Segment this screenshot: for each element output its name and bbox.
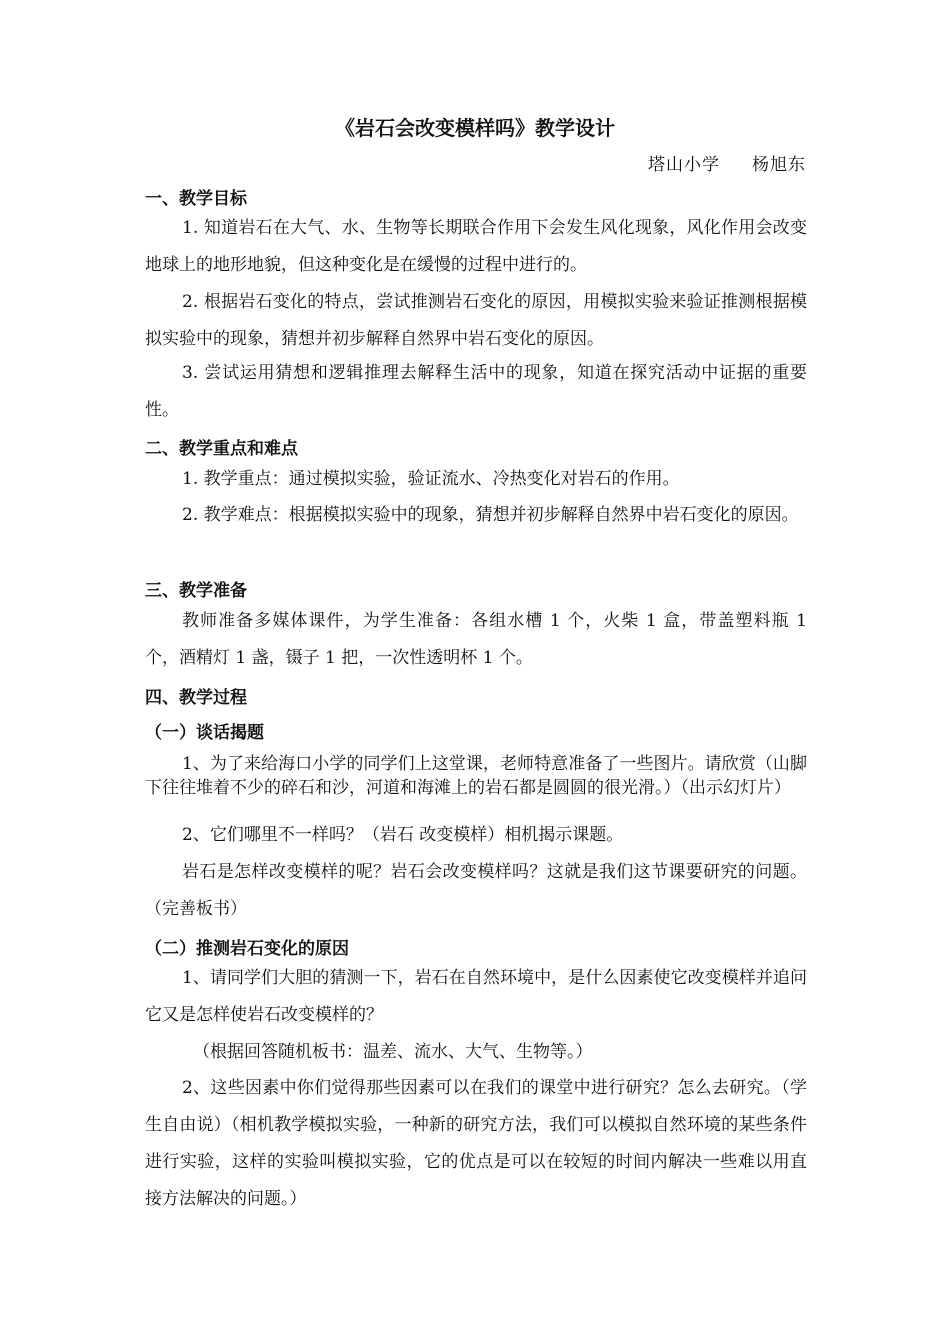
document-title: 《岩石会改变模样吗》教学设计 [335, 116, 615, 140]
subsection-heading-hypothesis: （二）推测岩石变化的原因 [145, 939, 349, 959]
hypothesis-paragraph-1: 1、请同学们大胆的猜测一下，岩石在自然环境中，是什么因素使它改变模样并追问它又是怎样使岩石改变模样的？ [145, 968, 807, 1025]
author-line [648, 150, 806, 175]
subsection-heading-intro: （一）谈话揭题 [145, 723, 264, 743]
author-school: 塔山小学 [648, 155, 720, 175]
key-point-paragraph: 1. 教学重点：通过模拟实验，验证流水、冷热变化对岩石的作用。 [182, 469, 680, 489]
objective-paragraph-1: 1. 知道岩石在大气、水、生物等长期联合作用下会发生风化现象，风化作用会改变地球上的地形地貌，但这种变化是在缓慢的过程中进行的。 [145, 218, 807, 275]
objective-paragraph-2: 2. 根据岩石变化的特点，尝试推测岩石变化的原因，用模拟实验来验证推测根据模拟实验中的现象，猜想并初步解释自然界中岩石变化的原因。 [145, 292, 807, 349]
difficulty-paragraph: 2. 教学难点：根据模拟实验中的现象，猜想并初步解释自然界中岩石变化的原因。 [182, 505, 799, 525]
hypothesis-paragraph-2: （根据回答随机板书：温差、流水、大气、生物等。） [193, 1042, 593, 1062]
author-name: 杨旭东 [752, 155, 806, 175]
preparation-paragraph: 教师准备多媒体课件，为学生准备：各组水槽 1 个，火柴 1 盒，带盖塑料瓶 1 个，酒精灯 1 盏，镊子 1 把，一次性透明杯 1 个。 [145, 611, 807, 668]
section-heading-key-points: 二、教学重点和难点 [145, 439, 298, 459]
objective-paragraph-3: 3. 尝试运用猜想和逻辑推理去解释生活中的现象，知道在探究活动中证据的重要性。 [145, 363, 807, 420]
section-heading-process: 四、教学过程 [145, 688, 247, 708]
hypothesis-paragraph-3: 2、这些因素中你们觉得那些因素可以在我们的课堂中进行研究？怎么去研究。（学生自由说）（相机教学模拟实验，一种新的研究方法，我们可以模拟自然环境的某些条件进行实验，这样的实验叫模拟实验，它的优点是可以在较短的时间内解决一些难以用直接方法解决的问题。） [145, 1078, 807, 1209]
section-heading-objectives: 一、教学目标 [145, 189, 247, 209]
intro-paragraph-2: 2、它们哪里不一样吗？（岩石 改变模样）相机揭示课题。 [182, 825, 624, 845]
intro-paragraph-3: 岩石是怎样改变模样的呢？岩石会改变模样吗？这就是我们这节课要研究的问题。（完善板书） [145, 862, 807, 919]
section-heading-preparation: 三、教学准备 [145, 581, 247, 601]
intro-paragraph-1: 1、为了来给海口小学的同学们上这堂课，老师特意准备了一些图片。请欣赏（山脚下往往堆着不少的碎石和沙，河道和海滩上的岩石都是圆圆的很光滑。）（出示幻灯片） [145, 754, 807, 798]
